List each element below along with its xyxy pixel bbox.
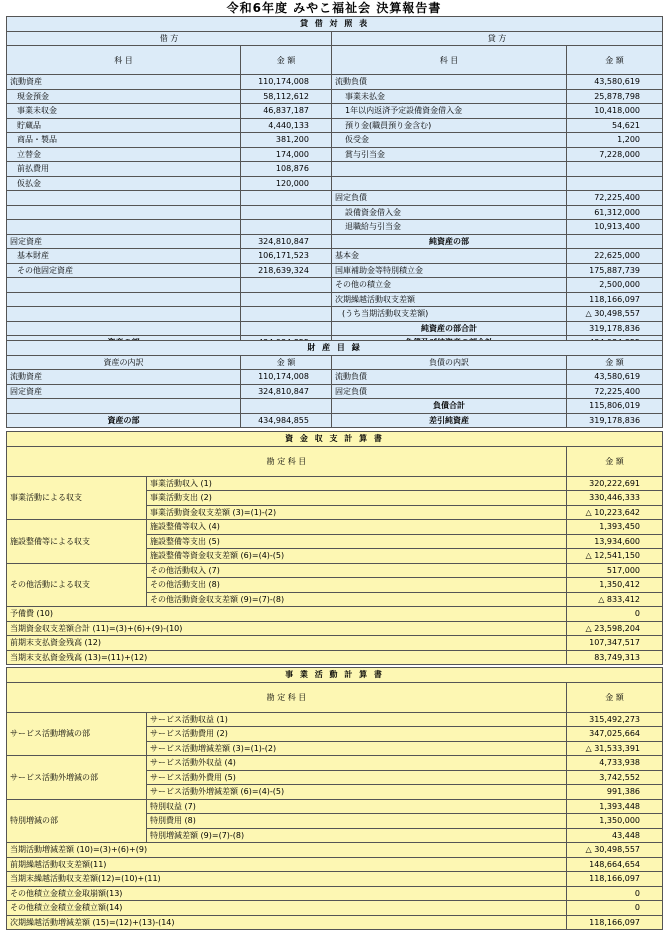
bs-left-label <box>7 321 241 336</box>
cf-item-label: 事業活動収入 (1) <box>147 476 567 491</box>
bs-right-label <box>332 162 567 177</box>
table-row <box>7 886 663 901</box>
table-row <box>7 399 663 414</box>
bs-right-amount: 61,312,000 <box>567 205 663 220</box>
table-row <box>7 75 663 90</box>
table-row <box>7 650 663 665</box>
debit-kingaku-header: 金 額 <box>241 46 332 75</box>
zs-right-label: 固定負債 <box>332 384 567 399</box>
bs-left-label <box>7 292 241 307</box>
cf-item-label: その他活動支出 (8) <box>147 578 567 593</box>
pl-total-amount: 0 <box>567 901 663 916</box>
bs-right-label: 賞与引当金 <box>332 147 567 162</box>
table-row <box>7 249 663 264</box>
pl-item-amount: 4,733,938 <box>567 756 663 771</box>
table-row <box>7 712 663 727</box>
table-row <box>7 321 663 336</box>
table-row <box>7 147 663 162</box>
bs-right-amount: 7,228,000 <box>567 147 663 162</box>
balance-sheet-title: 貸 借 対 照 表 <box>7 17 663 32</box>
cf-item-label: 施設整備等収入 (4) <box>147 520 567 535</box>
liability-kingaku-header: 金 額 <box>567 355 663 370</box>
table-row <box>7 263 663 278</box>
cf-item-amount: 13,934,600 <box>567 534 663 549</box>
cf-total-label: 前期末支払資金残高 (12) <box>7 636 567 651</box>
pl-total-amount: 118,166,097 <box>567 872 663 887</box>
cf-total-amount: △ 23,598,204 <box>567 621 663 636</box>
bs-right-amount: 72,225,400 <box>567 191 663 206</box>
bs-left-label: 貯蔵品 <box>7 118 241 133</box>
bs-right-label: 純資産の部 <box>332 234 567 249</box>
cf-item-amount: 320,222,691 <box>567 476 663 491</box>
cf-kamoku-header: 勘 定 科 目 <box>7 446 567 476</box>
pl-total-amount: 0 <box>567 886 663 901</box>
cf-group-name: その他活動による収支 <box>7 563 147 607</box>
pl-kamoku-header: 勘 定 科 目 <box>7 682 567 712</box>
bs-right-amount: 2,500,000 <box>567 278 663 293</box>
activity-statement-title: 事 業 活 動 計 算 書 <box>7 668 663 683</box>
table-row <box>7 205 663 220</box>
bs-left-amount <box>241 321 332 336</box>
cf-item-amount: 1,393,450 <box>567 520 663 535</box>
pl-item-label: サービス活動外費用 (5) <box>147 770 567 785</box>
bs-right-amount: 22,625,000 <box>567 249 663 264</box>
bs-right-label: 設備資金借入金 <box>332 205 567 220</box>
bs-left-label <box>7 307 241 322</box>
pl-item-amount: 43,448 <box>567 828 663 843</box>
bs-right-amount: △ 30,498,557 <box>567 307 663 322</box>
table-row <box>7 162 663 177</box>
bs-left-label <box>7 191 241 206</box>
bs-left-label: 固定資産 <box>7 234 241 249</box>
credit-header: 貸 方 <box>332 31 663 46</box>
zs-right-amount: 319,178,836 <box>567 413 663 428</box>
bs-right-label: 国庫補助金等特別積立金 <box>332 263 567 278</box>
pl-group-name: 特別増減の部 <box>7 799 147 843</box>
zs-right-label: 差引純資産 <box>332 413 567 428</box>
table-row <box>7 607 663 622</box>
debit-kamoku-header: 科 目 <box>7 46 241 75</box>
table-row <box>7 118 663 133</box>
bs-left-amount: 4,440,133 <box>241 118 332 133</box>
bs-left-amount: 108,876 <box>241 162 332 177</box>
bs-right-amount <box>567 234 663 249</box>
bs-right-label: 仮受金 <box>332 133 567 148</box>
pl-total-label: その他積立金積立金取崩額(13) <box>7 886 567 901</box>
table-row <box>7 843 663 858</box>
bs-left-label <box>7 220 241 235</box>
table-row <box>7 220 663 235</box>
credit-kamoku-header: 科 目 <box>332 46 567 75</box>
cf-item-label: 事業活動資金収支差額 (3)=(1)-(2) <box>147 505 567 520</box>
cf-total-amount: 83,749,313 <box>567 650 663 665</box>
cf-item-amount: 517,000 <box>567 563 663 578</box>
table-row <box>7 901 663 916</box>
cf-item-label: その他活動資金収支差額 (9)=(7)-(8) <box>147 592 567 607</box>
bs-left-label: 立替金 <box>7 147 241 162</box>
bs-left-label: 流動資産 <box>7 75 241 90</box>
pl-item-amount: 315,492,273 <box>567 712 663 727</box>
cf-item-label: その他活動収入 (7) <box>147 563 567 578</box>
bs-left-amount <box>241 191 332 206</box>
pl-item-amount: △ 31,533,391 <box>567 741 663 756</box>
bs-right-amount: 10,913,400 <box>567 220 663 235</box>
bs-right-amount: 54,621 <box>567 118 663 133</box>
pl-total-label: その他積立金積立金積立額(14) <box>7 901 567 916</box>
bs-left-label <box>7 205 241 220</box>
cash-flow-title: 資 金 収 支 計 算 書 <box>7 432 663 447</box>
table-row <box>7 476 663 491</box>
bs-left-amount <box>241 307 332 322</box>
bs-right-label: 純資産の部合計 <box>332 321 567 336</box>
table-row <box>7 292 663 307</box>
bs-left-label <box>7 278 241 293</box>
property-list-title: 財 産 目 録 <box>7 341 663 356</box>
bs-left-label: 事業未収金 <box>7 104 241 119</box>
pl-total-amount: △ 30,498,557 <box>567 843 663 858</box>
bs-right-label: (うち当期活動収支差額) <box>332 307 567 322</box>
pl-total-amount: 118,166,097 <box>567 915 663 930</box>
bs-right-label <box>332 176 567 191</box>
cash-flow-table <box>6 431 663 665</box>
cf-total-label: 当期資金収支差額合計 (11)=(3)+(6)+(9)-(10) <box>7 621 567 636</box>
bs-right-amount <box>567 176 663 191</box>
table-row <box>7 636 663 651</box>
pl-item-label: サービス活動費用 (2) <box>147 727 567 742</box>
pl-item-amount: 3,742,552 <box>567 770 663 785</box>
table-row <box>7 384 663 399</box>
table-row <box>7 872 663 887</box>
bs-left-label: その他固定資産 <box>7 263 241 278</box>
bs-right-label: 事業未払金 <box>332 89 567 104</box>
table-row <box>7 278 663 293</box>
table-row <box>7 915 663 930</box>
table-row <box>7 621 663 636</box>
property-list-table <box>6 340 663 428</box>
bs-left-amount <box>241 292 332 307</box>
zs-left-label: 流動資産 <box>7 370 241 385</box>
balance-sheet-table <box>6 16 663 351</box>
cf-total-label: 当期末支払資金残高 (13)=(11)+(12) <box>7 650 567 665</box>
table-row <box>7 370 663 385</box>
bs-left-amount <box>241 220 332 235</box>
zs-right-label: 流動負債 <box>332 370 567 385</box>
cf-item-amount: △ 833,412 <box>567 592 663 607</box>
zs-left-amount <box>241 399 332 414</box>
bs-left-label: 基本財産 <box>7 249 241 264</box>
table-row <box>7 799 663 814</box>
asset-kingaku-header: 金 額 <box>241 355 332 370</box>
pl-item-label: サービス活動外収益 (4) <box>147 756 567 771</box>
credit-kingaku-header: 金 額 <box>567 46 663 75</box>
bs-right-label: その他の積立金 <box>332 278 567 293</box>
pl-total-label: 次期繰越活動増減差額 (15)=(12)+(13)-(14) <box>7 915 567 930</box>
bs-right-amount: 43,580,619 <box>567 75 663 90</box>
pl-item-label: サービス活動外増減差額 (6)=(4)-(5) <box>147 785 567 800</box>
table-row <box>7 133 663 148</box>
bs-left-amount <box>241 205 332 220</box>
table-row <box>7 520 663 535</box>
bs-left-amount: 110,174,008 <box>241 75 332 90</box>
zs-right-label: 負債合計 <box>332 399 567 414</box>
bs-right-amount: 1,200 <box>567 133 663 148</box>
asset-breakdown-header: 資産の内訳 <box>7 355 241 370</box>
table-row <box>7 191 663 206</box>
pl-total-label: 当期活動増減差額 (10)=(3)+(6)+(9) <box>7 843 567 858</box>
report-title: 令和6年度 みやこ福祉会 決算報告書 <box>226 1 442 15</box>
bs-left-amount: 120,000 <box>241 176 332 191</box>
table-row <box>7 104 663 119</box>
bs-right-amount <box>567 162 663 177</box>
zs-left-label <box>7 399 241 414</box>
bs-right-amount: 319,178,836 <box>567 321 663 336</box>
zs-left-label: 資産の部 <box>7 413 241 428</box>
cf-item-amount: 330,446,333 <box>567 491 663 506</box>
bs-left-amount: 324,810,847 <box>241 234 332 249</box>
bs-left-amount: 381,200 <box>241 133 332 148</box>
cf-group-name: 施設整備等による収支 <box>7 520 147 564</box>
cf-total-label: 予備費 (10) <box>7 607 567 622</box>
bs-right-amount: 118,166,097 <box>567 292 663 307</box>
pl-total-label: 前期繰越活動収支差額(11) <box>7 857 567 872</box>
bs-left-amount: 218,639,324 <box>241 263 332 278</box>
zs-left-amount: 324,810,847 <box>241 384 332 399</box>
bs-right-label: 流動負債 <box>332 75 567 90</box>
pl-kingaku-header: 金 額 <box>567 682 663 712</box>
bs-right-label: 退職給与引当金 <box>332 220 567 235</box>
bs-left-label: 仮払金 <box>7 176 241 191</box>
pl-item-amount: 1,350,000 <box>567 814 663 829</box>
pl-item-label: サービス活動収益 (1) <box>147 712 567 727</box>
zs-right-amount: 115,806,019 <box>567 399 663 414</box>
table-row <box>7 234 663 249</box>
cf-item-amount: △ 10,223,642 <box>567 505 663 520</box>
bs-left-label: 商品・製品 <box>7 133 241 148</box>
cf-group-name: 事業活動による収支 <box>7 476 147 520</box>
bs-left-label: 現金預金 <box>7 89 241 104</box>
zs-right-amount: 43,580,619 <box>567 370 663 385</box>
bs-left-label: 前払費用 <box>7 162 241 177</box>
bs-right-label: 次期繰越活動収支差額 <box>332 292 567 307</box>
debit-header: 借 方 <box>7 31 332 46</box>
bs-right-amount: 10,418,000 <box>567 104 663 119</box>
table-row <box>7 413 663 428</box>
bs-right-label: 固定負債 <box>332 191 567 206</box>
cf-item-amount: △ 12,541,150 <box>567 549 663 564</box>
cf-item-amount: 1,350,412 <box>567 578 663 593</box>
pl-item-amount: 1,393,448 <box>567 799 663 814</box>
pl-item-label: 特別増減差額 (9)=(7)-(8) <box>147 828 567 843</box>
bs-right-label: 1年以内返済予定設備資金借入金 <box>332 104 567 119</box>
table-row <box>7 89 663 104</box>
zs-left-amount: 110,174,008 <box>241 370 332 385</box>
report-page <box>6 0 662 936</box>
bs-left-amount <box>241 278 332 293</box>
cf-item-label: 事業活動支出 (2) <box>147 491 567 506</box>
bs-right-label: 基本金 <box>332 249 567 264</box>
pl-item-label: 特別収益 (7) <box>147 799 567 814</box>
table-row <box>7 563 663 578</box>
pl-group-name: サービス活動増減の部 <box>7 712 147 756</box>
bs-left-amount: 46,837,187 <box>241 104 332 119</box>
cf-total-amount: 0 <box>567 607 663 622</box>
pl-item-amount: 991,386 <box>567 785 663 800</box>
bs-right-amount: 175,887,739 <box>567 263 663 278</box>
pl-item-amount: 347,025,664 <box>567 727 663 742</box>
table-row <box>7 307 663 322</box>
zs-left-label: 固定資産 <box>7 384 241 399</box>
liability-breakdown-header: 負債の内訳 <box>332 355 567 370</box>
bs-right-label: 預り金(職員預り金含む) <box>332 118 567 133</box>
table-row <box>7 176 663 191</box>
table-row <box>7 756 663 771</box>
activity-statement-table <box>6 667 663 930</box>
pl-group-name: サービス活動外増減の部 <box>7 756 147 800</box>
pl-total-label: 当期末繰越活動収支差額(12)=(10)+(11) <box>7 872 567 887</box>
bs-right-amount: 25,878,798 <box>567 89 663 104</box>
table-row <box>7 857 663 872</box>
cf-total-amount: 107,347,517 <box>567 636 663 651</box>
bs-left-amount: 106,171,523 <box>241 249 332 264</box>
cf-item-label: 施設整備等資金収支差額 (6)=(4)-(5) <box>147 549 567 564</box>
pl-item-label: 特別費用 (8) <box>147 814 567 829</box>
cf-kingaku-header: 金 額 <box>567 446 663 476</box>
pl-total-amount: 148,664,654 <box>567 857 663 872</box>
pl-item-label: サービス活動増減差額 (3)=(1)-(2) <box>147 741 567 756</box>
bs-left-amount: 58,112,612 <box>241 89 332 104</box>
zs-right-amount: 72,225,400 <box>567 384 663 399</box>
zs-left-amount: 434,984,855 <box>241 413 332 428</box>
bs-left-amount: 174,000 <box>241 147 332 162</box>
cf-item-label: 施設整備等支出 (5) <box>147 534 567 549</box>
